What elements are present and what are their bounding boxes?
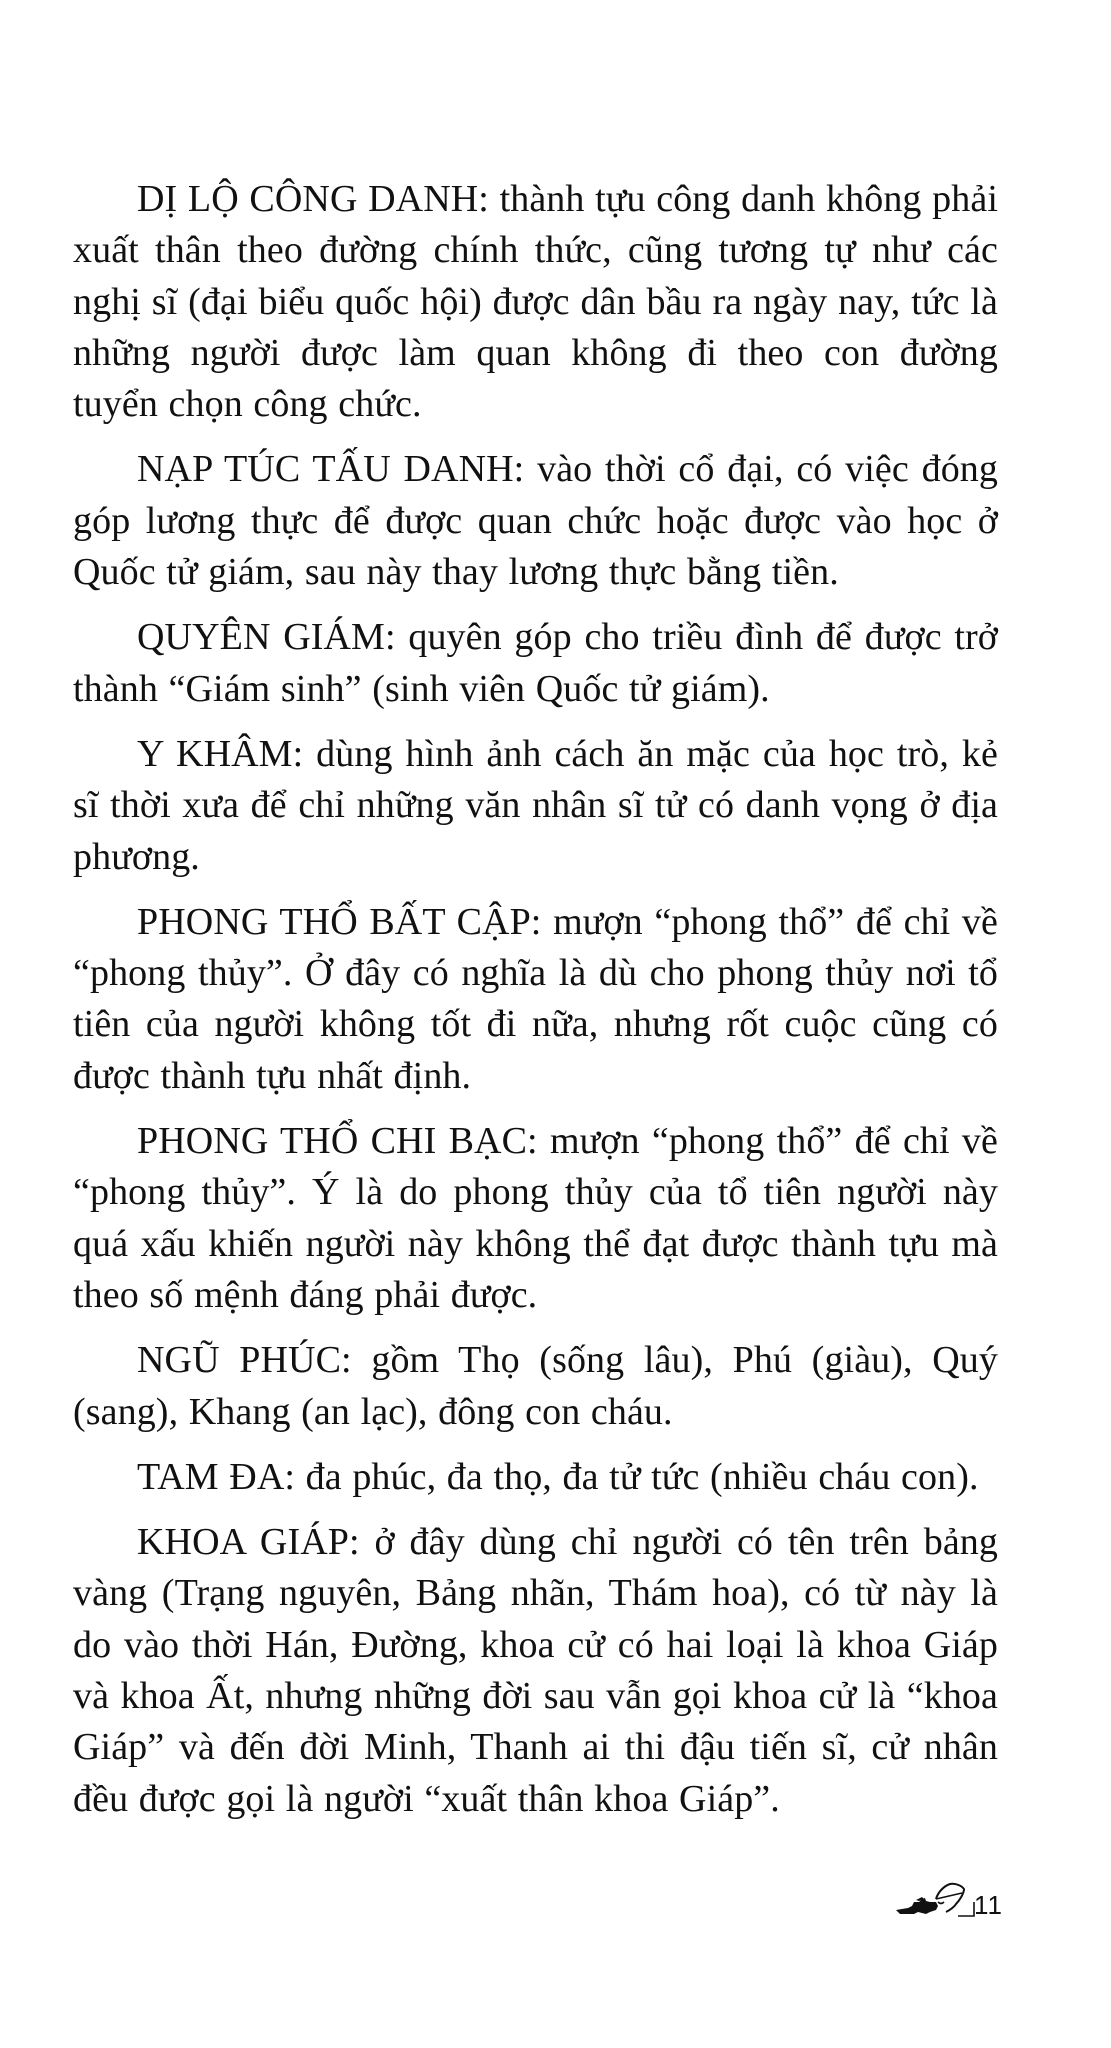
glossary-entry-di-lo-cong-danh bbox=[73, 174, 998, 430]
glossary-term: KHOA GIÁP: bbox=[137, 1521, 360, 1564]
reclining-scholar-ornament-icon bbox=[892, 1880, 976, 1920]
glossary-definition: quyên góp cho triều đình để được trở thành “Giám sinh” (sinh viên Quốc tử giám). bbox=[73, 616, 999, 710]
glossary-definition: gồm Thọ (sống lâu), Phú (giàu), Quý (sang), Khang (an lạc), đông con cháu. bbox=[73, 1339, 999, 1433]
page-footer bbox=[890, 1878, 1010, 1922]
glossary-term: DỊ LỘ CÔNG DANH: bbox=[137, 178, 489, 220]
glossary-entry-nap-tuc-tau-danh bbox=[73, 444, 998, 598]
glossary-definition: vào thời cổ đại, có việc đóng góp lương thực để được quan chức hoặc được vào học ở Quốc tử giám, sau này thay lương thực bằng tiền. bbox=[73, 448, 998, 594]
glossary-term: Y KHÂM: bbox=[137, 732, 304, 775]
glossary-definition: thành tựu công danh không phải xuất thân theo đường chính thức, cũng tương tự như các nghị sĩ (đại biểu quốc hội) được dân bầu ra ngày nay, tức là những người được làm quan không đi theo con đường tuyển chọn công chức. bbox=[73, 178, 998, 426]
glossary-text bbox=[73, 174, 998, 1839]
glossary-entry-quyen-giam bbox=[73, 612, 998, 715]
page-number: 11 bbox=[974, 1890, 1003, 1920]
glossary-definition: mượn “phong thổ” để chỉ về “phong thủy”. Ở đây có nghĩa là dù cho phong thủy nơi tổ tiên của người không tốt đi nữa, nhưng rốt cuộc cũng có được thành tựu nhất định. bbox=[73, 900, 998, 1097]
glossary-entry-khoa-giap bbox=[73, 1517, 998, 1825]
glossary-definition: ở đây dùng chỉ người có tên trên bảng vàng (Trạng nguyên, Bảng nhãn, Thám hoa), có từ này là do vào thời Hán, Đường, khoa cử có hai loại là khoa Giáp và khoa Ất, nhưng những đời sau vẫn gọi khoa cử là “khoa Giáp” và đến đời Minh, Thanh ai thi đậu tiến sĩ, cử nhân đều được gọi là người “xuất thân khoa Giáp”. bbox=[73, 1521, 999, 1820]
glossary-definition: dùng hình ảnh cách ăn mặc của học trò, kẻ sĩ thời xưa để chỉ những văn nhân sĩ tử có danh vọng ở địa phương. bbox=[73, 732, 998, 878]
glossary-entry-y-kham bbox=[73, 729, 998, 883]
glossary-entry-ngu-phuc bbox=[73, 1335, 998, 1438]
glossary-term: PHONG THỔ BẤT CẬP: bbox=[137, 900, 542, 943]
glossary-term: TAM ĐA: bbox=[137, 1455, 296, 1498]
glossary-term: PHONG THỔ CHI BẠC: bbox=[137, 1120, 538, 1163]
glossary-term: NGŨ PHÚC: bbox=[137, 1339, 352, 1382]
glossary-definition: mượn “phong thổ” để chỉ về “phong thủy”. Ý là do phong thủy của tổ tiên người này quá xấu khiến người này không thể đạt được thành tựu mà theo số mệnh đáng phải được. bbox=[73, 1120, 998, 1316]
glossary-term: NẠP TÚC TẤU DANH: bbox=[137, 448, 525, 491]
glossary-entry-phong-tho-bat-cap bbox=[73, 897, 998, 1102]
glossary-term: QUYÊN GIÁM: bbox=[137, 616, 396, 659]
glossary-entry-tam-da bbox=[73, 1452, 998, 1503]
glossary-definition: đa phúc, đa thọ, đa tử tức (nhiều cháu con). bbox=[295, 1455, 979, 1498]
glossary-entry-phong-tho-chi-bac bbox=[73, 1116, 998, 1321]
